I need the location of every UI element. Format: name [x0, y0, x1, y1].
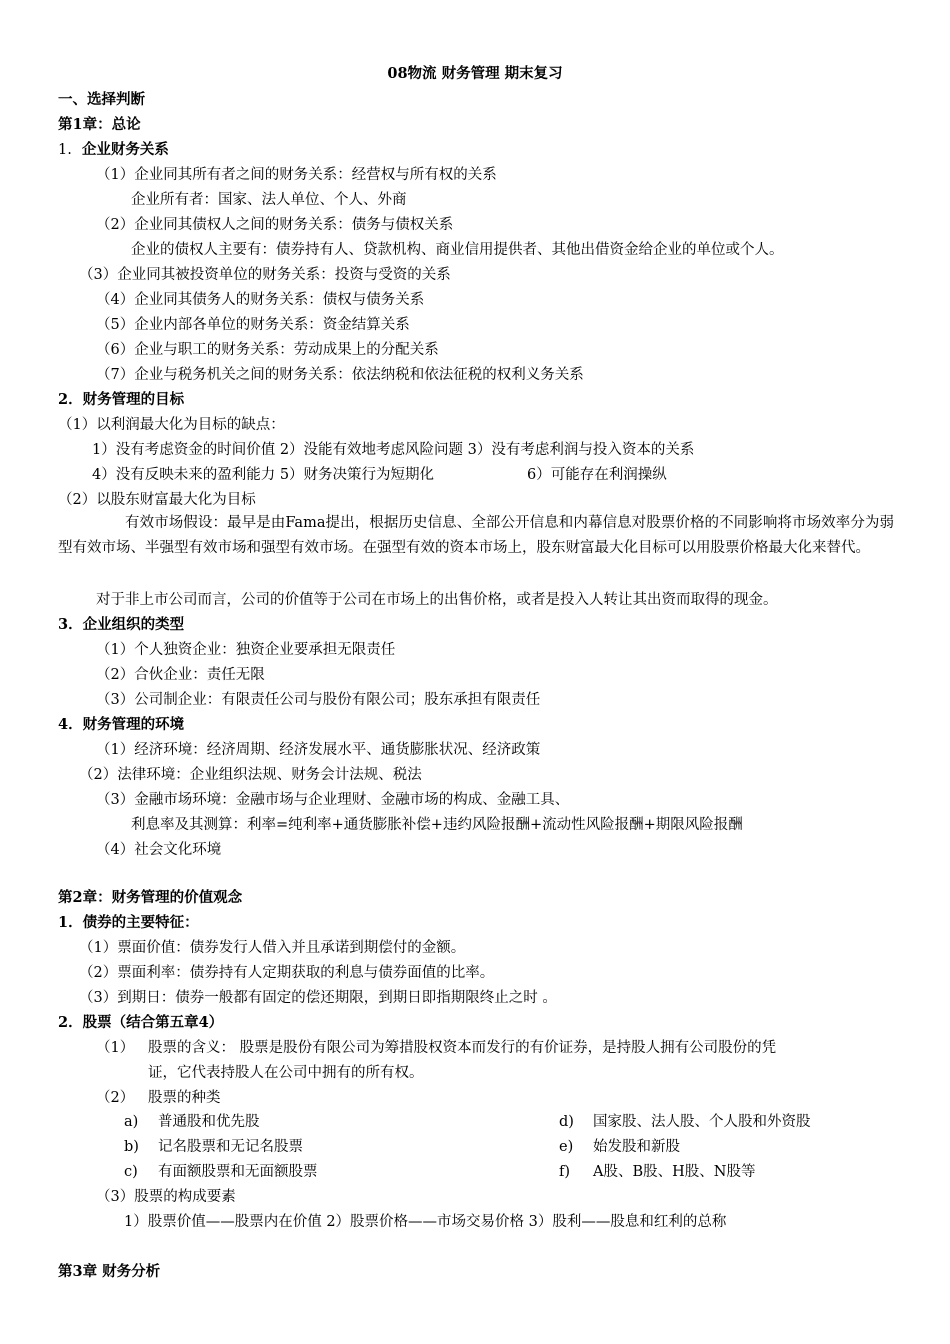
stock-types-heading — [96, 1088, 221, 1108]
ch1-heading-1 — [58, 140, 169, 160]
environment-3-rate: 利息率及其测算：利率=纯利率+通货膨胀补偿+违约风险报酬+流动性风险报酬+期限风险报酬 — [131, 817, 743, 833]
stock-type-d — [559, 1112, 811, 1132]
stock-type-text: 记名股票和无记名股票 — [158, 1139, 303, 1155]
stock-type-text: 国家股、法人股、个人股和外资股 — [593, 1114, 811, 1130]
stock-type-c — [124, 1162, 318, 1182]
stock-definition — [96, 1038, 776, 1058]
stock-type-text: A股、B股、H股、N股等 — [593, 1164, 756, 1180]
list-marker: f) — [559, 1164, 571, 1180]
environment-2: （2）法律环境：企业组织法规、财务会计法规、税法 — [79, 767, 422, 783]
org-type-1: （1）个人独资企业：独资企业要承担无限责任 — [96, 642, 396, 658]
stock-types-text: 股票的种类 — [148, 1090, 221, 1106]
heading-text: 企业财务关系 — [81, 141, 169, 158]
ch1-heading-3: 3．企业组织的类型 — [58, 616, 185, 633]
environment-4: （4）社会文化环境 — [96, 842, 222, 858]
chapter-3-title: 第3章 财务分析 — [58, 1263, 161, 1280]
heading-number: 1. — [58, 142, 72, 158]
org-type-3: （3）公司制企业：有限责任公司与股份有限公司；股东承担有限责任 — [96, 692, 541, 708]
relation-1-note: 企业所有者：国家、法人单位、个人、外商 — [131, 192, 407, 208]
goal-1-drawbacks-c: 6）可能存在利润操纵 — [527, 467, 667, 483]
goal-2: （2）以股东财富最大化为目标 — [58, 492, 256, 508]
chapter-1-title: 第1章：总论 — [58, 116, 141, 133]
ch1-heading-2: 2．财务管理的目标 — [58, 391, 185, 408]
efficient-market-paragraph: 有效市场假设：最早是由Fama提出，根据历史信息、全部公开信息和内幕信息对股票价格的不同影响将市场效率分为弱型有效市场、半强型有效市场和强型有效市场。在强型有效的资本市场上，股东财富最大化目标可以用股票价格最大化来替代。 — [58, 515, 894, 556]
relation-6: （6）企业与职工的财务关系：劳动成果上的分配关系 — [96, 342, 439, 358]
relation-2: （2）企业同其债权人之间的财务关系：债务与债权关系 — [96, 217, 454, 233]
ch2-heading-1: 1．债券的主要特征： — [58, 914, 199, 931]
stock-type-e — [559, 1137, 680, 1157]
relation-5: （5）企业内部各单位的财务关系：资金结算关系 — [96, 317, 410, 333]
relation-2-note: 企业的债权人主要有：债券持有人、贷款机构、商业信用提供者、其他出借资金给企业的单位或个人。 — [131, 242, 784, 258]
stock-type-a — [124, 1112, 260, 1132]
goal-1-drawbacks-a: 1）没有考虑资金的时间价值 2）没能有效地考虑风险问题 3）没有考虑利润与投入资本的关系 — [92, 442, 695, 458]
ch1-heading-4: 4．财务管理的环境 — [58, 716, 185, 733]
list-marker: b) — [124, 1139, 139, 1155]
relation-4: （4）企业同其债务人的财务关系：债权与债务关系 — [96, 292, 425, 308]
stock-type-f — [559, 1162, 755, 1182]
environment-1: （1）经济环境：经济周期、经济发展水平、通货膨胀状况、经济政策 — [96, 742, 541, 758]
goal-1: （1）以利润最大化为目标的缺点： — [58, 417, 285, 433]
chapter-2-title: 第2章：财务管理的价值观念 — [58, 889, 243, 906]
document-title: 08物流 财务管理 期末复习 — [387, 65, 563, 82]
list-marker: d) — [559, 1114, 574, 1130]
stock-definition-text: 股票的含义： 股票是股份有限公司为筹措股权资本而发行的有价证券，是持股人拥有公司股份的凭 — [148, 1040, 777, 1056]
list-marker: （1） — [96, 1040, 135, 1056]
environment-3: （3）金融市场环境：金融市场与企业理财、金融市场的构成、金融工具、 — [96, 792, 570, 808]
non-listed-paragraph: 对于非上市公司而言，公司的价值等于公司在市场上的出售价格，或者是投入人转让其出资而取得的现金。 — [96, 592, 778, 608]
list-marker: e) — [559, 1139, 574, 1155]
relation-3: （3）企业同其被投资单位的财务关系：投资与受资的关系 — [79, 267, 451, 283]
stock-type-text: 始发股和新股 — [593, 1139, 680, 1155]
stock-type-b — [124, 1137, 303, 1157]
stock-elements-list: 1）股票价值——股票内在价值 2）股票价格——市场交易价格 3）股利——股息和红利的总称 — [124, 1214, 727, 1230]
relation-7: （7）企业与税务机关之间的财务关系：依法纳税和依法征税的权利义务关系 — [96, 367, 584, 383]
relation-1: （1）企业同其所有者之间的财务关系：经营权与所有权的关系 — [96, 167, 497, 183]
list-marker: （2） — [96, 1090, 135, 1106]
list-marker: c) — [124, 1164, 138, 1180]
goal-1-drawbacks-b: 4）没有反映未来的盈利能力 5）财务决策行为短期化 — [92, 467, 435, 483]
bond-feature-2: （2）票面利率：债券持有人定期获取的利息与债券面值的比率。 — [79, 965, 495, 981]
stock-elements-heading: （3）股票的构成要素 — [96, 1189, 236, 1205]
section-heading: 一、选择判断 — [58, 91, 145, 108]
org-type-2: （2）合伙企业：责任无限 — [96, 667, 265, 683]
bond-feature-3: （3）到期日：债券一般都有固定的偿还期限，到期日即指期限终止之时 。 — [79, 990, 557, 1006]
list-marker: a) — [124, 1114, 139, 1130]
ch2-heading-2: 2．股票（结合第五章4） — [58, 1014, 224, 1031]
stock-type-text: 普通股和优先股 — [158, 1114, 260, 1130]
stock-definition-cont: 证，它代表持股人在公司中拥有的所有权。 — [148, 1065, 424, 1081]
stock-type-text: 有面额股票和无面额股票 — [158, 1164, 318, 1180]
bond-feature-1: （1）票面价值：债券发行人借入并且承诺到期偿付的金额。 — [79, 940, 466, 956]
